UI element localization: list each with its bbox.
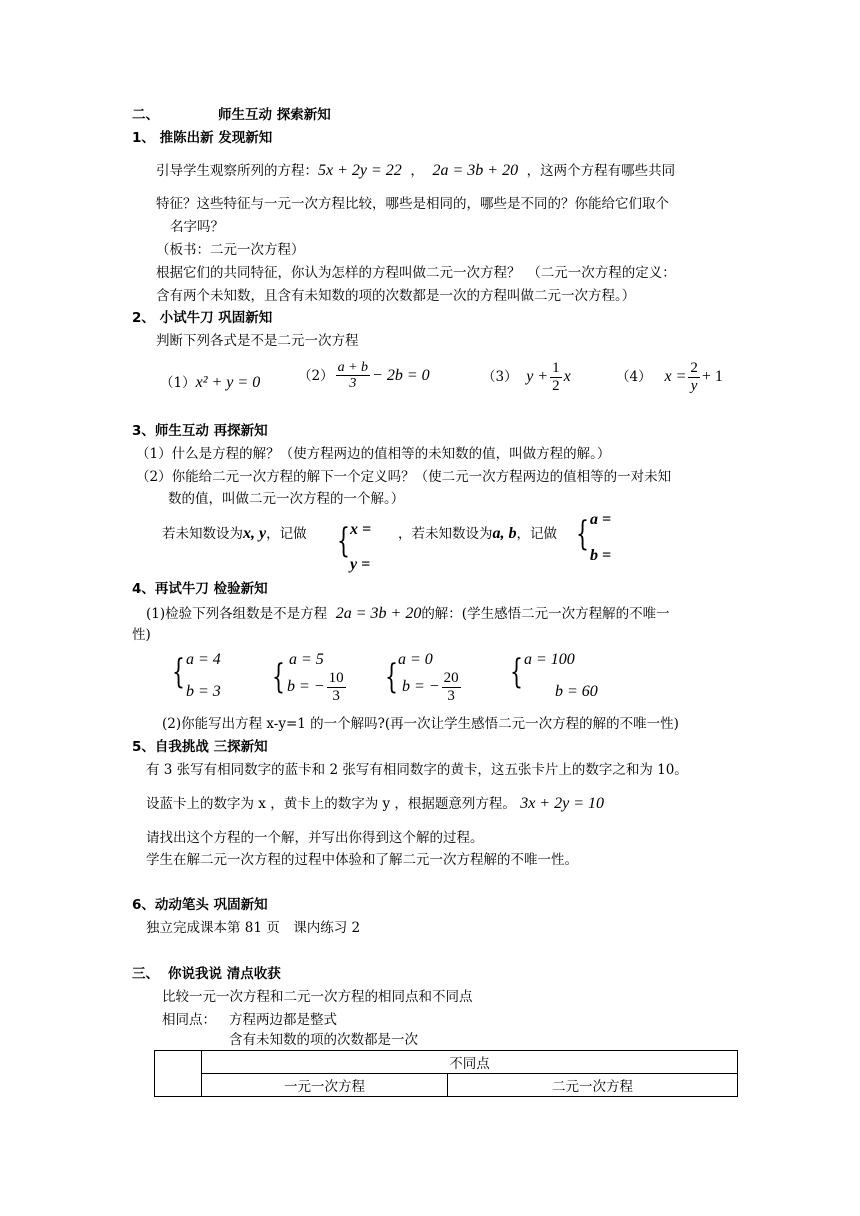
brace-left-icon: { <box>510 652 523 692</box>
sys2-a: a = <box>590 511 612 528</box>
brace-left-icon: { <box>385 657 398 697</box>
brace-left-icon: { <box>172 652 185 692</box>
group4-b: b = 60 <box>555 683 598 700</box>
s3-note: 若未知数设为x, y，记做 <box>162 525 307 542</box>
group2-b: b = − $\frac{10}{3}$ <box>287 670 344 704</box>
table-header: 不同点 <box>202 1051 738 1074</box>
s4-q1c: 性) <box>132 627 151 643</box>
s3-title: 3、师生互动 再探新知 <box>132 423 268 439</box>
sys1-x: x = <box>350 521 372 538</box>
sys1-y: y = <box>350 556 371 573</box>
section2-number: 二、 <box>132 107 159 123</box>
s5-p1: 有 3 张写有相同数字的蓝卡和 2 张写有相同数字的黄卡，这五张卡片上的数字之和为 10。 <box>146 762 688 778</box>
s2-item-2: （2） $\frac{a + b}{3}$ − 2b = 0 <box>298 360 430 392</box>
s2-item-3: （3） y + $\frac{1}{2}$ x <box>482 360 571 394</box>
section3-title: 你说我说 清点收获 <box>168 966 281 982</box>
sys2-b: b = <box>590 547 612 564</box>
s2-item-4: （4） x = $\frac{2}{y}$ + 1 <box>616 360 723 394</box>
s1-line3: 名字吗？ <box>170 219 224 235</box>
equation-1: 5x + 2y = 22 <box>318 162 402 179</box>
s1-title: 1、 推陈出新 发现新知 <box>132 130 273 146</box>
table-col2: 二元一次方程 <box>448 1074 738 1097</box>
s3-q2a: （2）你能给二元一次方程的解下一个定义吗？（使二元一次方程两边的值相等的一对未知 <box>136 469 672 485</box>
s5-p4: 学生在解二元一次方程的过程中体验和了解二元一次方程解的不唯一性。 <box>146 852 578 868</box>
s1-def2: 含有两个未知数，且含有未知数的项的次数都是一次的方程叫做二元一次方程。） <box>156 288 636 304</box>
same-1: 方程两边都是整式 <box>229 1012 337 1028</box>
group1-a: a = 4 <box>186 651 221 668</box>
brace-left-icon: { <box>272 657 285 697</box>
table-corner-cell <box>155 1051 202 1097</box>
table-col1: 一元一次方程 <box>202 1074 448 1097</box>
brace-left-icon: { <box>576 514 589 554</box>
s1-line2: 特征？这些特征与一元一次方程比较，哪些是相同的，哪些是不同的？你能给它们取个 <box>156 196 669 212</box>
s3-note-2: ，若未知数设为a, b，记做 <box>398 525 557 542</box>
s3-q2b: 数的值，叫做二元一次方程的一个解。） <box>168 491 405 507</box>
section2-title: 师生互动 探索新知 <box>218 107 331 123</box>
equation-3: 3x + 2y = 10 <box>520 795 604 812</box>
s1-intro: 引导学生观察所列的方程：5x + 2y = 22 ， 2a = 3b + 20 ，这两个方程有哪些共同 <box>156 162 676 179</box>
s2-title: 2、 小试牛刀 巩固新知 <box>132 310 273 326</box>
same-label: 相同点： <box>162 1012 216 1028</box>
same-2: 含有未知数的项的次数都是一次 <box>229 1032 418 1048</box>
section3-p1: 比较一元一次方程和二元一次方程的相同点和不同点 <box>162 989 473 1005</box>
s5-p2: 设蓝卡上的数字为 x ，黄卡上的数字为 y ，根据题意列方程。 3x + 2y = 10 <box>146 795 604 812</box>
s6-title: 6、动动笔头 巩固新知 <box>132 897 268 913</box>
section3-number: 三、 <box>132 966 159 982</box>
s2-item-1: （1）x² + y = 0 <box>160 374 261 391</box>
s4-q1: (1)检验下列各组数是不是方程 2a = 3b + 20的解：(学生感悟二元一次方程解的不唯一 <box>146 605 670 622</box>
brace-left-icon: { <box>337 521 350 561</box>
equation-2: 2a = 3b + 20 <box>432 162 519 179</box>
s5-p3: 请找出这个方程的一个解，并写出你得到这个解的过程。 <box>146 830 484 846</box>
s5-title: 5、自我挑战 三探新知 <box>132 739 268 755</box>
s1-def1: 根据它们的共同特征，你认为怎样的方程叫做二元一次方程？ （二元一次方程的定义： <box>156 265 676 281</box>
s2-prompt: 判断下列各式是不是二元一次方程 <box>156 333 359 349</box>
comparison-table <box>154 1050 738 1097</box>
s4-q2: (2)你能写出方程 x-y=1 的一个解吗?(再一次让学生感悟二元一次方程的解的不唯一性) <box>162 716 679 732</box>
group3-a: a = 0 <box>398 651 433 668</box>
group2-a: a = 5 <box>289 651 324 668</box>
s1-board: （板书：二元一次方程） <box>156 242 305 258</box>
s4-title: 4、再试牛刀 检验新知 <box>132 581 268 597</box>
group3-b: b = − $\frac{20}{3}$ <box>402 670 459 704</box>
s3-q1: （1）什么是方程的解？（使方程两边的值相等的未知数的值，叫做方程的解。） <box>136 446 611 462</box>
s6-p1: 独立完成课本第 81 页 课内练习 2 <box>146 920 361 936</box>
group1-b: b = 3 <box>186 683 221 700</box>
group4-a: a = 100 <box>524 651 575 668</box>
